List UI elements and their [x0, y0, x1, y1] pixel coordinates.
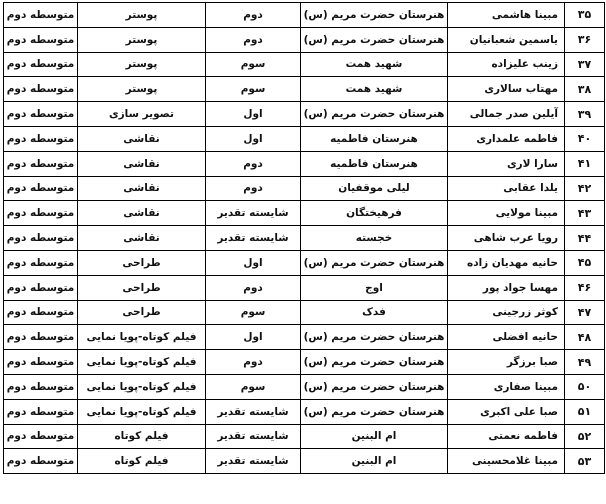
field: فیلم کوتاه-پویا نمایی — [78, 350, 206, 375]
school-name: هنرستان فاطمیه — [301, 126, 448, 151]
level: متوسطه دوم — [4, 27, 78, 52]
table-row — [4, 52, 605, 77]
row-number: ۴۳ — [565, 201, 605, 226]
level: متوسطه دوم — [4, 374, 78, 399]
field: فیلم کوتاه — [78, 449, 206, 474]
school-name: هنرستان حضرت مریم (س) — [301, 325, 448, 350]
table-row — [4, 300, 605, 325]
row-number: ۴۶ — [565, 275, 605, 300]
rank: دوم — [206, 3, 301, 28]
table-row — [4, 226, 605, 251]
field: نقاشی — [78, 151, 206, 176]
school-name: هنرستان حضرت مریم (س) — [301, 3, 448, 28]
table-row — [4, 151, 605, 176]
school-name: هنرستان فاطمیه — [301, 151, 448, 176]
level: متوسطه دوم — [4, 126, 78, 151]
level: متوسطه دوم — [4, 449, 78, 474]
school-name: هنرستان حضرت مریم (س) — [301, 399, 448, 424]
school-name: فدک — [301, 300, 448, 325]
row-number: ۴۱ — [565, 151, 605, 176]
level: متوسطه دوم — [4, 52, 78, 77]
school-name: ام البنین — [301, 424, 448, 449]
results-table-body — [4, 3, 605, 474]
student-name: مهسا جواد پور — [448, 275, 565, 300]
table-row — [4, 449, 605, 474]
row-number: ۳۸ — [565, 77, 605, 102]
level: متوسطه دوم — [4, 350, 78, 375]
school-name: اوج — [301, 275, 448, 300]
results-table — [3, 2, 605, 474]
row-number: ۴۴ — [565, 226, 605, 251]
school-name: لیلی موقفیان — [301, 176, 448, 201]
table-row — [4, 102, 605, 127]
level: متوسطه دوم — [4, 399, 78, 424]
row-number: ۴۲ — [565, 176, 605, 201]
field: فیلم کوتاه-پویا نمایی — [78, 374, 206, 399]
student-name: صبا علی اکبری — [448, 399, 565, 424]
field: فیلم کوتاه-پویا نمایی — [78, 325, 206, 350]
level: متوسطه دوم — [4, 275, 78, 300]
row-number: ۵۳ — [565, 449, 605, 474]
table-row — [4, 27, 605, 52]
student-name: آیلین صدر جمالی — [448, 102, 565, 127]
table-row — [4, 3, 605, 28]
table-row — [4, 176, 605, 201]
student-name: سارا لاری — [448, 151, 565, 176]
row-number: ۴۰ — [565, 126, 605, 151]
school-name: شهید همت — [301, 52, 448, 77]
level: متوسطه دوم — [4, 151, 78, 176]
row-number: ۴۷ — [565, 300, 605, 325]
school-name: هنرستان حضرت مریم (س) — [301, 27, 448, 52]
table-row — [4, 325, 605, 350]
rank: سوم — [206, 77, 301, 102]
field: نقاشی — [78, 126, 206, 151]
rank: اول — [206, 250, 301, 275]
field: نقاشی — [78, 176, 206, 201]
level: متوسطه دوم — [4, 77, 78, 102]
table-row — [4, 350, 605, 375]
row-number: ۴۹ — [565, 350, 605, 375]
school-name: خجسته — [301, 226, 448, 251]
field: پوستر — [78, 52, 206, 77]
level: متوسطه دوم — [4, 300, 78, 325]
rank: اول — [206, 126, 301, 151]
student-name: یلدا عقابی — [448, 176, 565, 201]
level: متوسطه دوم — [4, 201, 78, 226]
level: متوسطه دوم — [4, 424, 78, 449]
field: پوستر — [78, 27, 206, 52]
level: متوسطه دوم — [4, 176, 78, 201]
row-number: ۳۵ — [565, 3, 605, 28]
student-name: زینب علیزاده — [448, 52, 565, 77]
student-name: یاسمین شعبانیان — [448, 27, 565, 52]
school-name: هنرستان حضرت مریم (س) — [301, 374, 448, 399]
field: طراحی — [78, 300, 206, 325]
school-name: شهید همت — [301, 77, 448, 102]
student-name: فاطمه نعمتی — [448, 424, 565, 449]
student-name: حانیه مهدیان زاده — [448, 250, 565, 275]
rank: دوم — [206, 350, 301, 375]
school-name: هنرستان حضرت مریم (س) — [301, 350, 448, 375]
field: طراحی — [78, 250, 206, 275]
row-number: ۳۹ — [565, 102, 605, 127]
field: پوستر — [78, 3, 206, 28]
level: متوسطه دوم — [4, 325, 78, 350]
table-row — [4, 250, 605, 275]
student-name: مبینا غلامحسینی — [448, 449, 565, 474]
rank: اول — [206, 102, 301, 127]
row-number: ۳۶ — [565, 27, 605, 52]
field: فیلم کوتاه-پویا نمایی — [78, 399, 206, 424]
rank: شایسته تقدیر — [206, 449, 301, 474]
student-name: کوثر زرجینی — [448, 300, 565, 325]
rank: دوم — [206, 275, 301, 300]
student-name: فاطمه علمداری — [448, 126, 565, 151]
field: تصویر سازی — [78, 102, 206, 127]
table-row — [4, 126, 605, 151]
school-name: فرهیختگان — [301, 201, 448, 226]
school-name: هنرستان حضرت مریم (س) — [301, 102, 448, 127]
table-row — [4, 77, 605, 102]
rank: شایسته تقدیر — [206, 399, 301, 424]
rank: سوم — [206, 52, 301, 77]
rank: اول — [206, 325, 301, 350]
field: فیلم کوتاه — [78, 424, 206, 449]
level: متوسطه دوم — [4, 3, 78, 28]
rank: دوم — [206, 27, 301, 52]
rank: سوم — [206, 300, 301, 325]
row-number: ۴۵ — [565, 250, 605, 275]
student-name: صبا برزگر — [448, 350, 565, 375]
row-number: ۵۲ — [565, 424, 605, 449]
student-name: حانیه افضلی — [448, 325, 565, 350]
rank: دوم — [206, 151, 301, 176]
table-row — [4, 424, 605, 449]
rank: سوم — [206, 374, 301, 399]
row-number: ۵۰ — [565, 374, 605, 399]
level: متوسطه دوم — [4, 102, 78, 127]
level: متوسطه دوم — [4, 250, 78, 275]
rank: شایسته تقدیر — [206, 201, 301, 226]
student-name: رویا عرب شاهی — [448, 226, 565, 251]
field: نقاشی — [78, 226, 206, 251]
field: نقاشی — [78, 201, 206, 226]
row-number: ۵۱ — [565, 399, 605, 424]
school-name: هنرستان حضرت مریم (س) — [301, 250, 448, 275]
rank: شایسته تقدیر — [206, 424, 301, 449]
table-row — [4, 374, 605, 399]
row-number: ۳۷ — [565, 52, 605, 77]
student-name: مبینا مولایی — [448, 201, 565, 226]
student-name: مبینا هاشمی — [448, 3, 565, 28]
field: پوستر — [78, 77, 206, 102]
table-row — [4, 275, 605, 300]
table-row — [4, 399, 605, 424]
student-name: مهتاب سالاری — [448, 77, 565, 102]
level: متوسطه دوم — [4, 226, 78, 251]
rank: دوم — [206, 176, 301, 201]
rank: شایسته تقدیر — [206, 226, 301, 251]
school-name: ام البنین — [301, 449, 448, 474]
student-name: مبینا صفاری — [448, 374, 565, 399]
table-row — [4, 201, 605, 226]
field: طراحی — [78, 275, 206, 300]
row-number: ۴۸ — [565, 325, 605, 350]
